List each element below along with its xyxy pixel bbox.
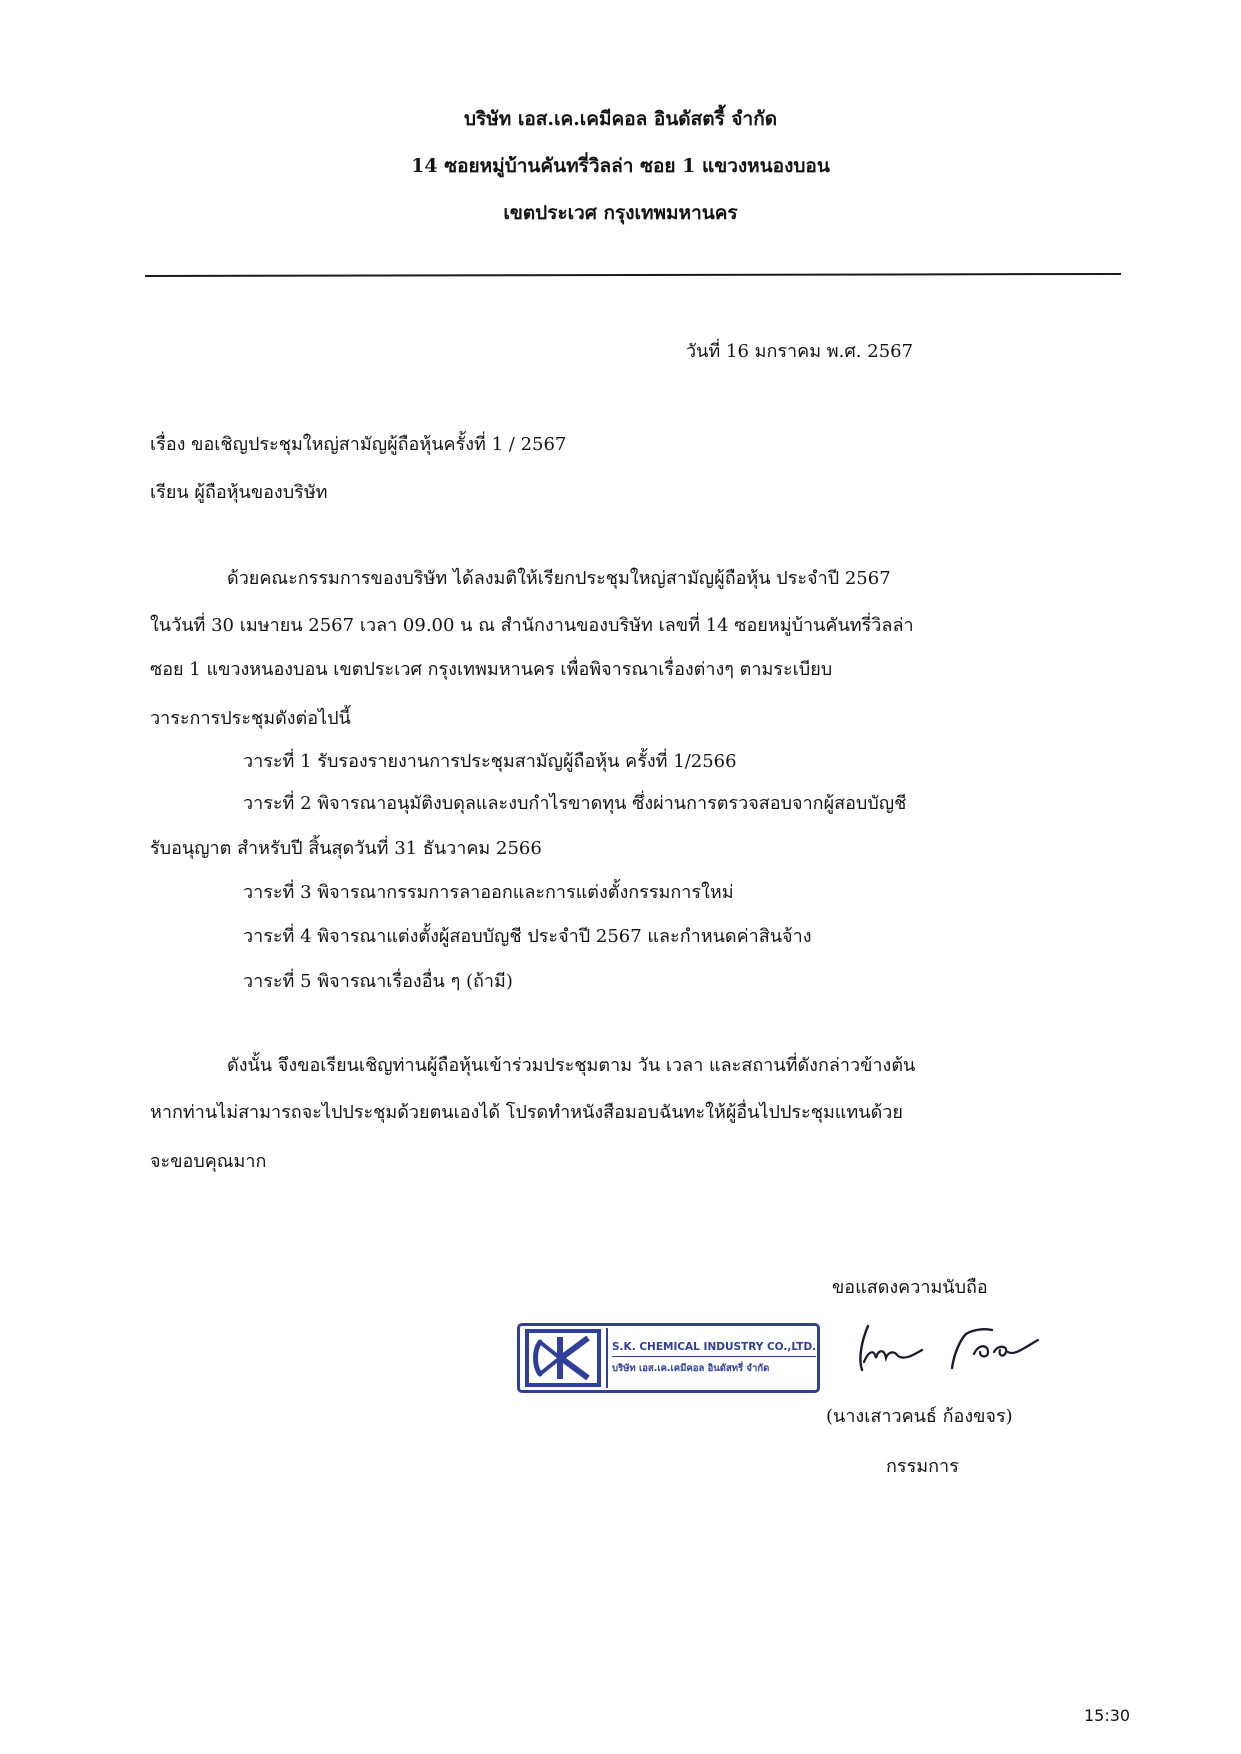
footer-timestamp: 15:30 <box>1084 1706 1131 1725</box>
letter-date: วันที่ 16 มกราคม พ.ศ. 2567 <box>686 341 914 362</box>
agenda-item-3: วาระที่ 3 พิจารณากรรมการลาออกและการแต่งตั้งกรรมการใหม่ <box>243 882 734 903</box>
handwritten-signature <box>848 1318 1053 1380</box>
stamp-thai-name: บริษัท เอส.เค.เคมีคอล อินดัสทรี่ จำกัด <box>612 1362 770 1374</box>
letter-recipient: เรียน ผู้ถือหุ้นของบริษัท <box>150 482 328 503</box>
agenda-item-5: วาระที่ 5 พิจารณาเรื่องอื่น ๆ (ถ้ามี) <box>243 971 513 992</box>
body-paragraph-line2: ในวันที่ 30 เมษายน 2567 เวลา 09.00 น ณ สำนักงานของบริษัท เลขที่ 14 ซอยหมู่บ้านคันทรี่วิลล่า <box>150 615 914 636</box>
company-address-line1: 14 ซอยหมู่บ้านคันทรี่วิลล่า ซอย 1 แขวงหนองบอน <box>411 155 830 177</box>
body-paragraph-line1: ด้วยคณะกรรมการของบริษัท ได้ลงมติให้เรียกประชุมใหญ่สามัญผู้ถือหุ้น ประจำปี 2567 <box>227 568 891 589</box>
body-paragraph-line4: วาระการประชุมดังต่อไปนี้ <box>150 708 351 729</box>
body-paragraph-line3: ซอย 1 แขวงหนองบอน เขตประเวศ กรุงเทพมหานคร เพื่อพิจารณาเรื่องต่างๆ ตามระเบียบ <box>150 659 833 680</box>
signatory-name: (นางเสาวคนธ์ ก้องขจร) <box>826 1406 1013 1427</box>
signatory-title: กรรมการ <box>886 1456 959 1477</box>
agenda-item-4: วาระที่ 4 พิจารณาแต่งตั้งผู้สอบบัญชี ประจำปี 2567 และกำหนดค่าสินจ้าง <box>243 926 812 947</box>
regards-text: ขอแสดงความนับถือ <box>832 1277 988 1298</box>
closing-line2: หากท่านไม่สามารถจะไปประชุมด้วยตนเองได้ โปรดทำหนังสือมอบฉันทะให้ผู้อื่นไปประชุมแทนด้วย <box>150 1102 903 1123</box>
sk-logo-icon <box>524 1328 602 1388</box>
closing-line3: จะขอบคุณมาก <box>150 1151 267 1172</box>
letter-subject: เรื่อง ขอเชิญประชุมใหญ่สามัญผู้ถือหุ้นครั้งที่ 1 / 2567 <box>150 434 567 455</box>
company-stamp <box>517 1323 820 1393</box>
header-divider <box>145 273 1121 277</box>
agenda-item-1: วาระที่ 1 รับรองรายงานการประชุมสามัญผู้ถือหุ้น ครั้งที่ 1/2566 <box>243 751 737 772</box>
company-address-line2: เขตประเวศ กรุงเทพมหานคร <box>503 202 738 224</box>
agenda-item-2: วาระที่ 2 พิจารณาอนุมัติงบดุลและงบกำไรขาดทุน ซึ่งผ่านการตรวจสอบจากผู้สอบบัญชี <box>243 793 907 814</box>
stamp-english-name: S.K. CHEMICAL INDUSTRY CO.,LTD. <box>612 1341 816 1357</box>
agenda-item-2-continued: รับอนุญาต สำหรับปี สิ้นสุดวันที่ 31 ธันวาคม 2566 <box>150 838 542 859</box>
closing-line1: ดังนั้น จึงขอเรียนเชิญท่านผู้ถือหุ้นเข้าร่วมประชุมตาม วัน เวลา และสถานที่ดังกล่าวข้างต้น <box>227 1055 916 1076</box>
company-name: บริษัท เอส.เค.เคมีคอล อินดัสตรี้ จำกัด <box>463 108 778 130</box>
